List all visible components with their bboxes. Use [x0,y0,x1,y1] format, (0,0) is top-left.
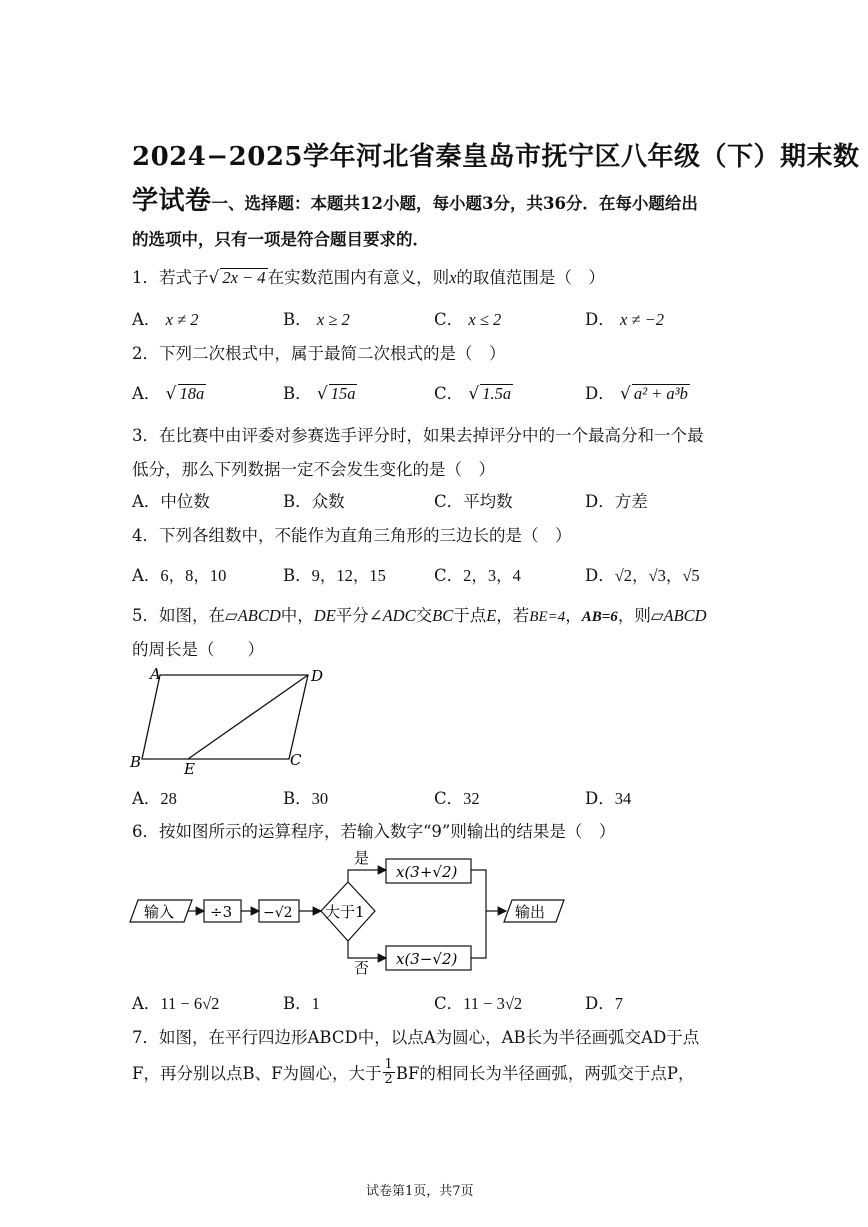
q4-option-d [585,562,700,586]
option-value: 平均数 [463,492,513,511]
minus-branch-label: x(3−√2) [396,950,458,968]
text: ，若 [496,606,530,625]
point: E [486,606,497,625]
option-label: A． [132,492,161,511]
q1-pre: 1．若式子 [132,268,209,287]
divide-label: ÷3 [210,903,233,921]
option-label: C． [434,566,464,585]
option-label: A． [132,566,161,585]
option-value: 1 [311,994,320,1013]
option-value: 11 − 6√2 [160,994,220,1013]
q1-post1: 在实数范围内有意义，则 [267,268,450,287]
option-value: x ≠ 2 [165,310,199,329]
radical-sign-icon: √ [316,384,328,404]
given: BE=4 [529,609,566,625]
parallelogram-figure [128,664,328,778]
yes-label: 是 [354,849,370,867]
text: 交 [415,606,433,625]
option-value: 1.5a [482,384,512,403]
q4-option-b [283,562,386,586]
q1-radicand: 2x − 4 [222,268,266,287]
section-heading-cont: 的选项中，只有一项是符合题目要求的． [132,230,429,249]
q6-option-a [132,990,219,1014]
q6-option-d [585,990,623,1014]
plus-branch-label: x(3+√2) [396,863,458,881]
given: AB=6 [581,609,618,625]
option-label: D． [585,310,615,329]
option-value: x ≠ −2 [619,310,664,329]
radical-sign-icon: √ [619,384,631,404]
page-title-cont: 学试卷 [132,186,212,216]
q5-option-b [283,785,328,809]
q4-option-a [132,562,226,586]
text: ，则 [617,606,651,625]
option-label: A． [132,384,161,403]
option-label: C． [434,310,464,329]
q4-option-c [434,562,521,586]
option-label: B． [283,994,312,1013]
radical-sign-icon: √ [468,384,480,404]
option-label: A． [132,789,161,808]
question-2: 2．下列二次根式中，属于最简二次根式的是（ ） [132,344,506,363]
option-label: C． [434,789,464,808]
option-label: A． [132,994,161,1013]
question-7: 7．如图，在平行四边形ABCD中，以点A为圆心，AB长为半径画弧交AD于点 [132,1028,700,1047]
option-label: D． [585,789,615,808]
option-value: 32 [463,789,480,808]
option-label: D． [585,994,615,1013]
output-label: 输出 [515,903,546,921]
parallelogram-name: ▱ABCD [650,606,707,625]
q1-post2: 的取值范围是（ ） [456,268,605,287]
option-label: A． [132,310,161,329]
option-value: 34 [614,789,632,808]
q2-option-d [585,380,690,404]
section-heading: 一、选择题：本题共12小题，每小题3分，共36分．在每小题给出 [211,194,698,213]
option-value: x ≤ 2 [468,310,502,329]
q3-option-a [132,488,210,512]
option-value: 11 − 3√2 [463,994,523,1013]
q6-option-b [283,990,320,1014]
text: 于点 [453,606,487,625]
option-value: 2，3，4 [463,566,521,585]
label-d: D [311,667,324,685]
radical-sign-icon: √ [208,268,220,288]
label-e: E [184,760,195,778]
parallelogram-abcd [142,675,308,759]
q3-option-d [585,488,648,512]
question-5-cont: 的周长是（ ） [132,640,264,659]
option-value: 28 [160,789,177,808]
text: 平分 [335,606,369,625]
numerator: 1 [384,1057,393,1072]
fraction-half [383,1058,395,1086]
q2-option-a [132,380,206,404]
option-value: 30 [311,789,329,808]
option-label: D． [585,384,615,403]
option-value: 众数 [311,492,345,511]
denominator: 2 [384,1071,393,1087]
q6-option-c [434,990,522,1014]
input-label: 输入 [144,903,175,921]
label-a: A [150,665,161,683]
q1-option-a [132,306,199,330]
question-4: 4．下列各组数中，不能作为直角三角形的三边长的是（ ） [132,526,572,545]
option-label: D． [585,566,615,585]
option-value: 9，12，15 [311,566,386,585]
option-value: 15a [330,384,356,403]
option-value: √2，√3，√5 [614,566,700,585]
option-label: C． [434,384,464,403]
label-b: B [130,753,142,771]
q1-option-b [283,306,350,330]
question-3-cont: 低分，那么下列数据一定不会发生变化的是（ ） [132,460,495,479]
label-c: C [290,751,302,769]
condition-label: 大于1 [325,903,365,921]
title-continuation-row [132,180,698,217]
q2-option-b [283,380,357,404]
q2-option-c [434,380,513,404]
option-label: B． [283,789,312,808]
parallelogram-name: ▱ABCD [225,606,281,625]
q5-option-d [585,785,631,809]
q5-option-a [132,785,177,809]
segment: DE [313,606,336,625]
option-value: x ≥ 2 [316,310,350,329]
q3-option-c [434,488,513,512]
option-value: a² + a³b [633,384,688,403]
text: 中， [280,606,314,625]
text: F，再分别以点B、F为圆心，大于 [132,1064,382,1084]
angle: ∠ADC [368,606,416,625]
text: ， [565,606,582,625]
q1-option-c [434,306,501,330]
option-label: D． [585,492,615,511]
text: 5．如图，在 [132,606,225,625]
option-label: C． [434,492,464,511]
question-5 [132,602,707,626]
question-1 [132,264,605,288]
option-value: 18a [179,384,205,403]
segment: BC [432,606,454,625]
text: BF的相同长为半径画弧，两弧交于点P， [395,1064,695,1084]
radical-sign-icon: √ [165,384,177,404]
option-label: B． [283,310,312,329]
page-footer: 试卷第1页，共7页 [366,1184,474,1199]
q5-option-c [434,785,480,809]
page-title: 2024−2025学年河北省秦皇岛市抚宁区八年级（下）期末数 [132,142,860,172]
option-label: B． [283,492,312,511]
question-3: 3．在比赛中由评委对参赛选手评分时，如果去掉评分中的一个最高分和一个最 [132,426,704,445]
option-value: 7 [614,994,623,1013]
no-label: 否 [354,959,370,977]
segment-de [188,675,308,759]
flowchart-figure [128,845,578,980]
option-label: C． [434,994,464,1013]
q1-option-d [585,306,664,330]
q1-var: x [449,268,457,287]
subtract-label: −√2 [263,905,293,921]
option-label: B． [283,566,312,585]
question-7-cont [132,1058,695,1086]
question-6: 6．按如图所示的运算程序，若输入数字“9”则输出的结果是（ ） [132,822,616,841]
option-value: 6，8，10 [160,566,227,585]
option-value: 中位数 [160,492,210,511]
option-label: B． [283,384,312,403]
q3-option-b [283,488,345,512]
option-value: 方差 [614,492,648,511]
